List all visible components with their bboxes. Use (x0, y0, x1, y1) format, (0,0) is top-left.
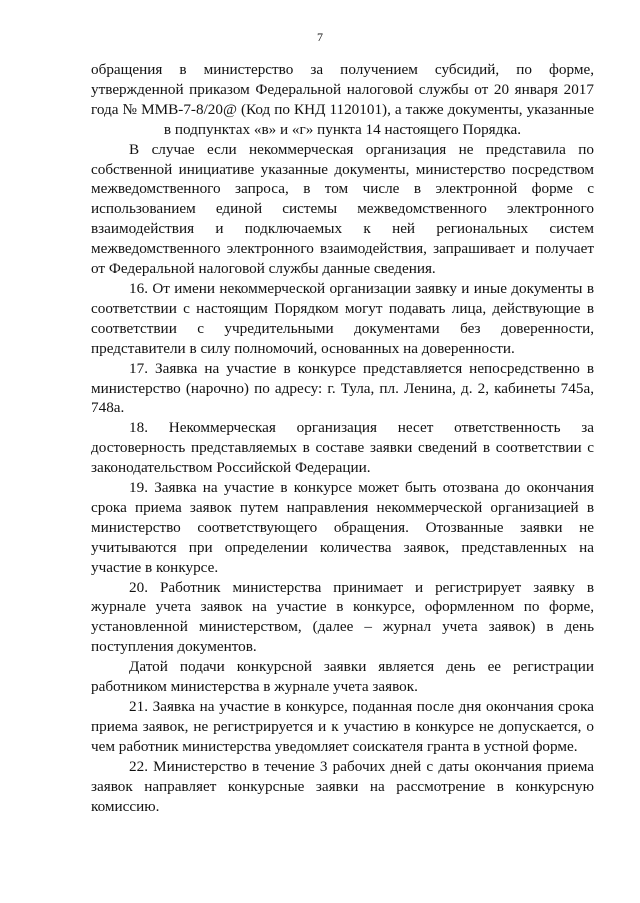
paragraph-submission-date: Датой подачи конкурсной заявки является день ее регистрации работником министерства в журнале учета заявок. (91, 658, 594, 696)
paragraph-19: 19. Заявка на участие в конкурсе может быть отозвана до окончания срока приема заявок путем направления некоммерческой организацией в министерство соответствующего обращения. Отозванные заявки не учитываются при определении количества заявок, представленных на участие в конкурсе. (91, 479, 594, 576)
document-body (91, 60, 594, 816)
page-number: 7 (317, 30, 323, 44)
paragraph-18: 18. Некоммерческая организация несет ответственность за достоверность представляемых в составе заявки сведений в соответствии с законодательством Российской Федерации. (91, 419, 594, 477)
paragraph-17: 17. Заявка на участие в конкурсе представляется непосредственно в министерство (нарочно) по адресу: г. Тула, пл. Ленина, д. 2, кабинеты 745а, 748а. (91, 359, 594, 417)
paragraph-16: 16. От имени некоммерческой организации заявку и иные документы в соответствии с настоящим Порядком могут подавать лица, действующие в соответствии с учредительными документами без доверенности, представители в силу полномочий, основанных на доверенности. (91, 279, 594, 357)
paragraph-continuation: обращения в министерство за получением субсидий, по форме, утвержденной приказом Федеральной налоговой службы от 20 января 2017 года № ММВ-7-8/20@ (Код по КНД 1120101), а также документы, указанные в подпунктах «в» и «г» пункта 14 настоящего Порядка. (91, 61, 594, 138)
paragraph-22: 22. Министерство в течение 3 рабочих дней с даты окончания приема заявок направляет конкурсные заявки на рассмотрение в конкурсную комиссию. (91, 757, 594, 815)
paragraph-20: 20. Работник министерства принимает и регистрирует заявку в журнале учета заявок на участие в конкурсе, оформленном по форме, установленной министерством, (далее – журнал учета заявок) в день поступления документов. (91, 578, 594, 656)
paragraph-21: 21. Заявка на участие в конкурсе, поданная после дня окончания срока приема заявок, не регистрируется и к участию в конкурсе не допускается, о чем работник министерства уведомляет соискателя гранта в устной форме. (91, 698, 594, 755)
paragraph-interagency-request: В случае если некоммерческая организация не представила по собственной инициативе указанные документы, министерство посредством межведомственного запроса, в том числе в электронной форме с использованием единой системы межведомственного электронного взаимодействия и подключаемых к ней региональных систем межведомственного электронного взаимодействия, запрашивает и получает от Федеральной налоговой службы данные сведения. (91, 140, 594, 278)
